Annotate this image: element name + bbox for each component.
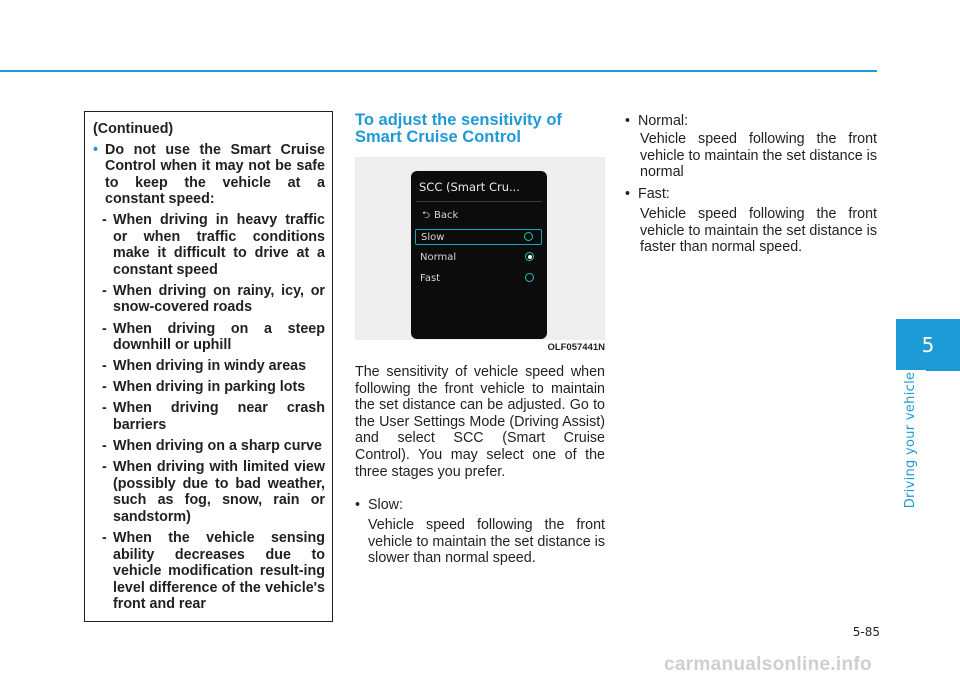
screen-title: SCC (Smart Cru... [419,180,520,194]
chapter-tab [896,319,960,371]
stage-fast-description: Vehicle speed following the front vehicle to maintain the set distance is faster than normal speed. [640,206,877,256]
back-arrow-icon: ⮌ [422,210,431,221]
list-item-text: When driving on a steep downhill or uphill [113,320,325,354]
warning-list [93,212,325,613]
figure-panel [355,157,605,340]
list-item: - When driving near crash barriers [102,400,325,433]
continued-label: (Continued) [93,121,174,137]
stage-fast-label [625,186,670,203]
list-item-text: When driving with limited view (possibly due to bad weather, such as fog, snow, rain or sandstorm) [113,459,325,525]
list-item: - When driving on a steep downhill or uphill [102,320,325,354]
list-item-text: When driving in parking lots [113,379,306,396]
screen-divider [416,201,542,202]
intro-paragraph: The sensitivity of vehicle speed when following the front vehicle to maintain the set distance can be adjusted. Go to the User Settings Mode (Driving Assist) and select SCC (Smart Cruise Control). You may select one of the three stages you prefer. [355,364,605,480]
stage-name: Slow: [368,497,403,513]
bullet-icon: • [93,141,99,158]
list-item-text: When the vehicle sensing ability decreases due to vehicle modification result-ing level difference of the vehicle's front and rear [113,530,325,613]
header-rule [0,70,877,72]
bullet-icon: • [625,186,631,202]
list-item: - When driving with limited view (possibly due to bad weather, such as fog, snow, rain or sandstorm) [102,459,325,525]
warning-main-text: Do not use the Smart Cruise Control when it may not be safe to keep the vehicle at a constant speed: [105,141,325,208]
chapter-title-tab [896,370,926,510]
stage-normal-label [625,113,688,130]
radio-icon [525,273,534,282]
radio-icon [524,232,533,241]
figure-caption: OLF057441N [547,342,605,353]
warning-main-bullet [93,142,325,208]
radio-checked-icon [525,252,534,261]
option-label: Fast [420,273,441,284]
list-item: - When driving in parking lots [102,379,306,396]
option-normal[interactable] [415,250,542,266]
list-item: - When driving in heavy traffic or when traffic conditions make it difficult to drive at a constant speed [102,211,325,278]
stage-slow-label [355,497,403,514]
list-item: - When the vehicle sensing ability decreases due to vehicle modification result-ing level difference of the vehicle's front and rear [102,530,325,613]
section-title: To adjust the sensitivity of Smart Cruise Control [355,111,562,146]
bullet-icon: • [355,497,361,513]
stage-name: Fast: [638,186,670,202]
stage-slow-description: Vehicle speed following the front vehicle to maintain the set distance is slower than normal speed. [368,517,605,567]
list-item: - When driving on a sharp curve [102,438,322,455]
list-item-text: When driving in heavy traffic or when traffic conditions make it difficult to drive at a constant speed [113,211,325,278]
list-item-text: When driving on rainy, icy, or snow-covered roads [113,282,325,316]
list-item: - When driving on rainy, icy, or snow-covered roads [102,282,325,316]
stage-normal-description: Vehicle speed following the front vehicle to maintain the set distance is normal [640,131,877,181]
list-item-text: When driving on a sharp curve [113,438,322,455]
back-label: Back [434,210,459,221]
watermark: carmanualsonline.info [664,654,872,675]
back-button[interactable] [422,208,458,225]
option-slow[interactable] [415,229,542,245]
chapter-number: 5 [921,333,935,357]
list-item-text: When driving in windy areas [113,358,307,375]
list-item-text: When driving near crash barriers [113,400,325,433]
option-label: Slow [421,232,445,243]
warning-box [84,111,333,622]
bullet-icon: • [625,113,631,129]
option-label: Normal [420,252,457,263]
page-number: 5-85 [852,625,880,639]
list-item: - When driving in windy areas [102,358,307,375]
stage-name: Normal: [638,113,689,129]
chapter-title: Driving your vehicle [903,371,918,509]
display-screen [411,171,547,339]
option-fast[interactable] [415,271,542,287]
